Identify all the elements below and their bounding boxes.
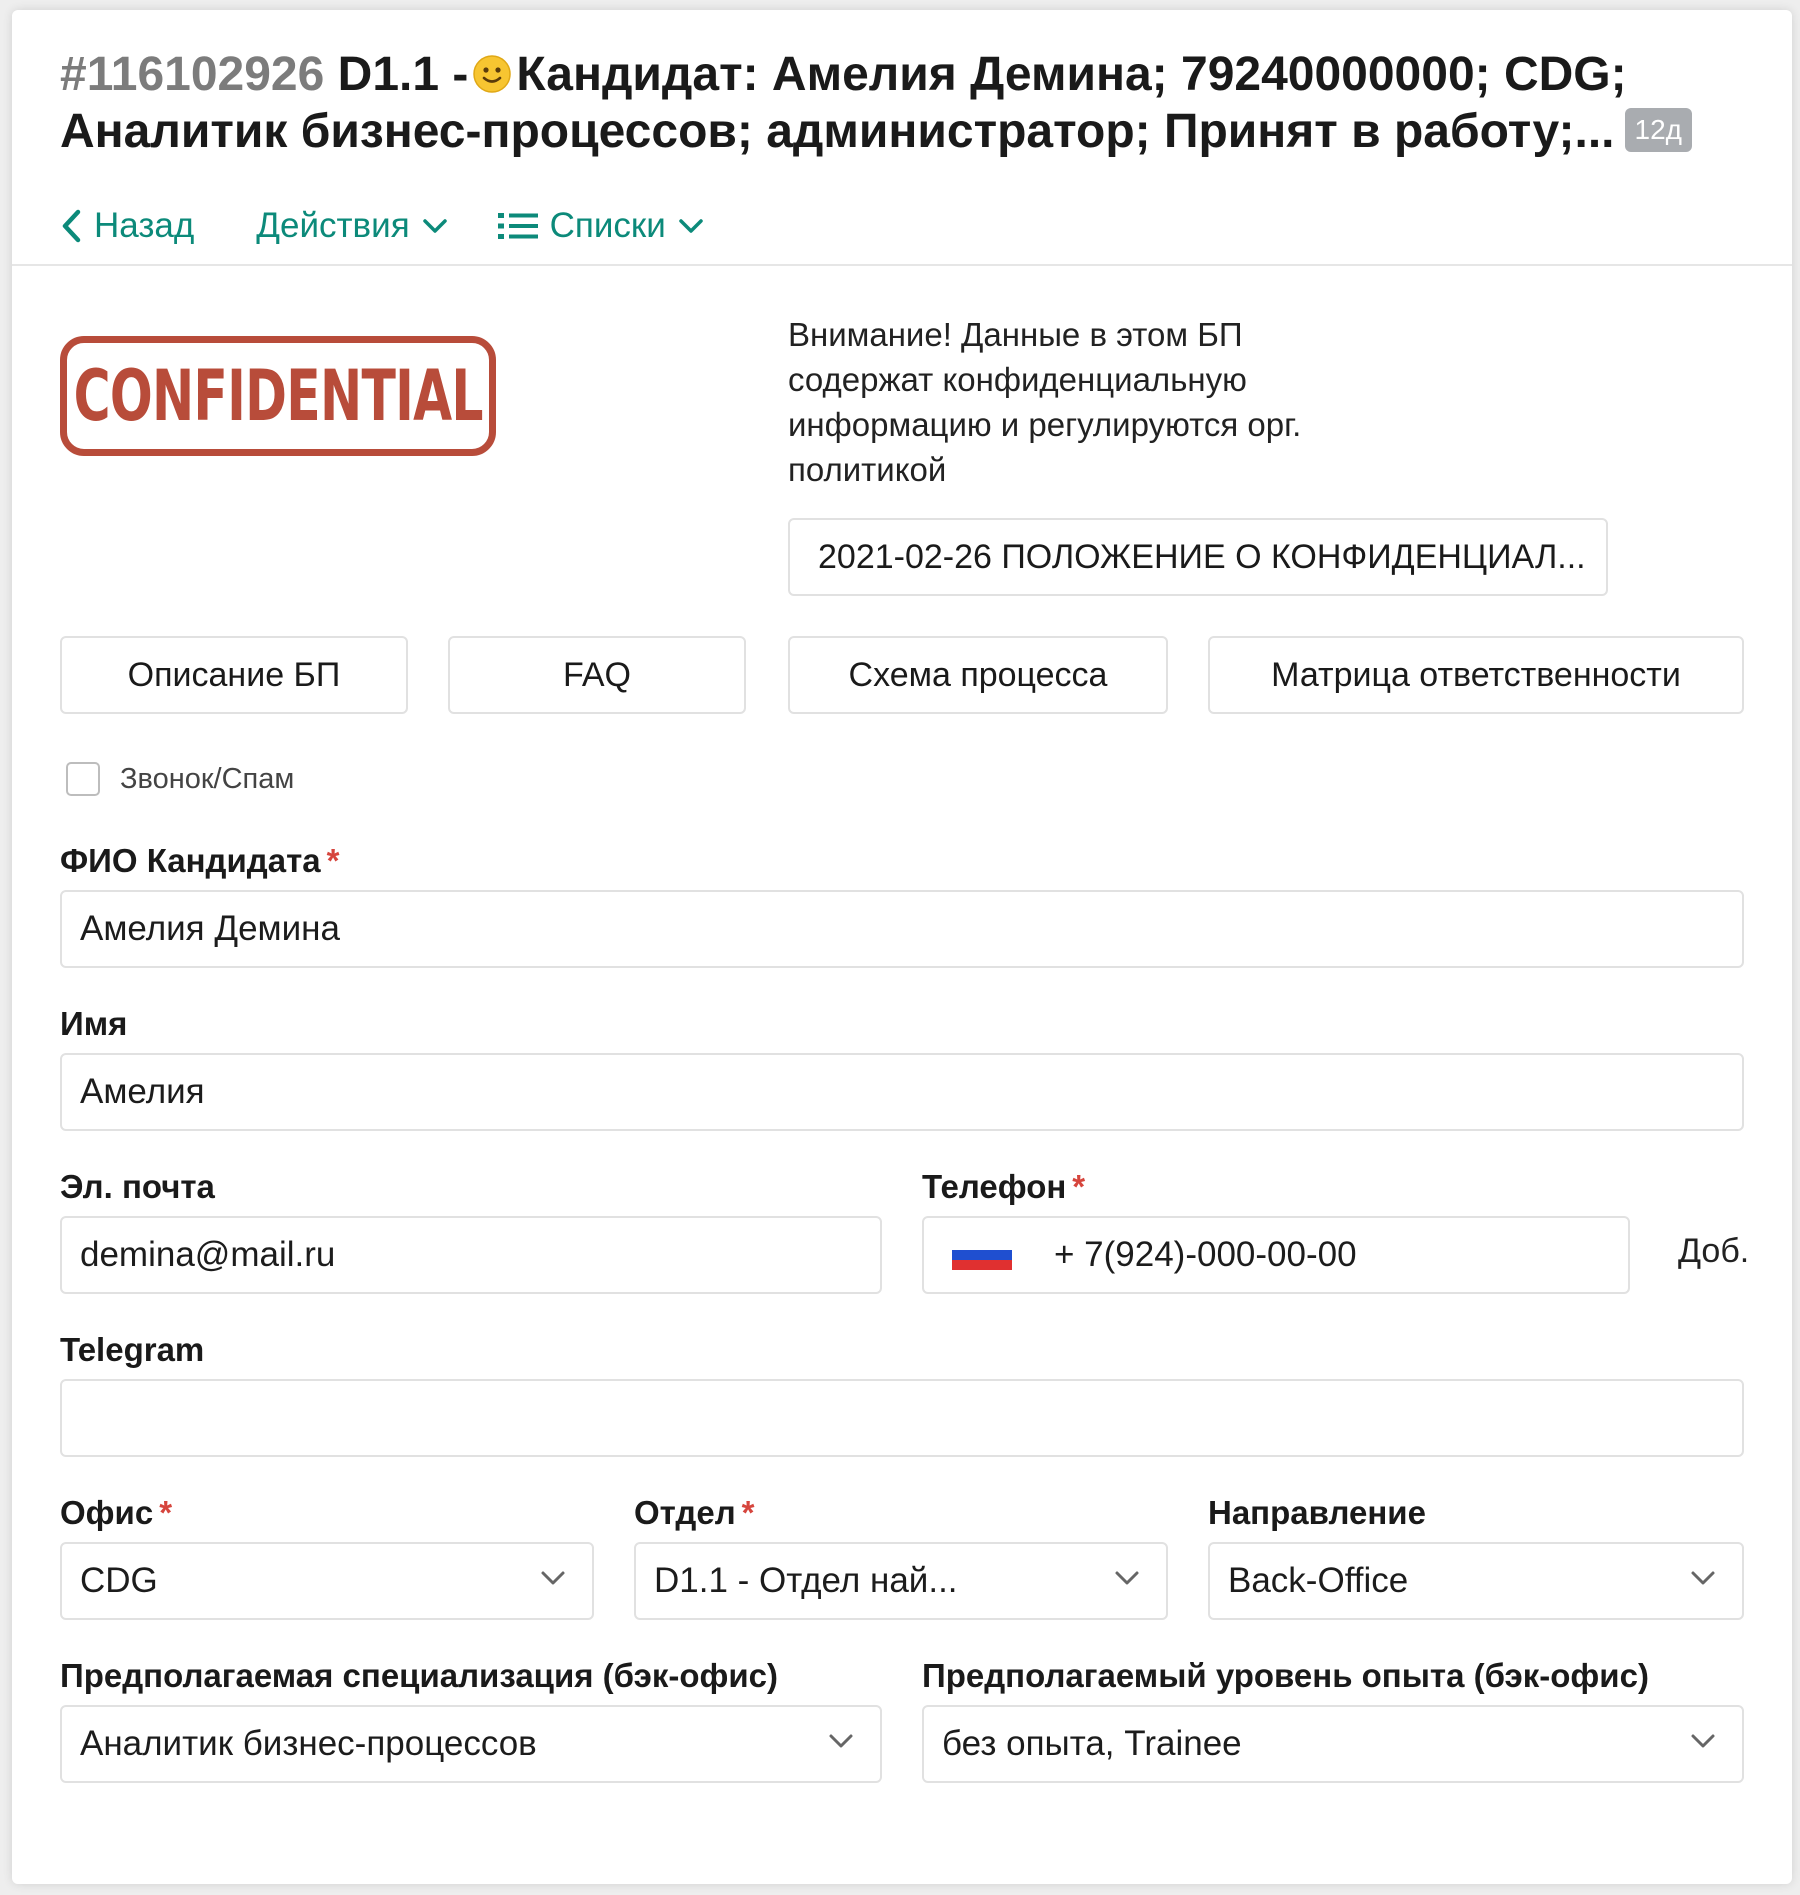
phone-input[interactable] (922, 1216, 1630, 1294)
department-value: D1.1 - Отдел най... (654, 1561, 958, 1600)
confidential-stamp (60, 336, 496, 456)
email-input[interactable]: demina@mail.ru (60, 1216, 882, 1294)
description-button[interactable]: Описание БП (60, 636, 408, 714)
back-button[interactable] (60, 206, 206, 246)
spam-checkbox[interactable] (66, 762, 100, 796)
page-header (12, 10, 1792, 266)
email-label: Эл. почта (60, 1168, 215, 1205)
phone-extension-label: Доб. (1678, 1232, 1750, 1270)
info-buttons (60, 636, 1744, 714)
lists-menu[interactable] (498, 206, 704, 246)
telegram-input[interactable] (60, 1379, 1744, 1457)
phone-label (922, 1168, 1085, 1206)
chevron-down-icon (678, 218, 704, 234)
specialization-label: Предполагаемая специализация (бэк-офис) (60, 1657, 778, 1694)
list-icon (498, 212, 538, 240)
fio-label (60, 842, 339, 880)
back-label: Назад (94, 206, 195, 245)
required-mark: * (326, 842, 340, 879)
phone-value: + 7(924)-000-00-00 (1054, 1235, 1357, 1274)
office-value: CDG (80, 1561, 158, 1600)
department-select[interactable] (634, 1542, 1168, 1620)
stamp-text: CONFIDENTIAL (73, 355, 483, 437)
russia-flag-icon[interactable] (952, 1240, 1012, 1270)
office-label (60, 1494, 172, 1532)
experience-value: без опыта, Trainee (942, 1724, 1242, 1763)
smile-emoji-icon (472, 54, 512, 94)
chevron-down-icon (422, 218, 448, 234)
specialization-select[interactable] (60, 1705, 882, 1783)
name-label: Имя (60, 1005, 128, 1042)
confidential-notice: Внимание! Данные в этом БП содержат конфиденциальную информацию и регулируются орг. политикой (788, 316, 1302, 488)
title-process-code: D1.1 - (337, 48, 469, 101)
actions-menu[interactable] (256, 206, 447, 246)
fio-label-text: ФИО Кандидата (60, 842, 321, 879)
telegram-label: Telegram (60, 1331, 205, 1368)
chevron-down-icon (1690, 1733, 1716, 1749)
process-scheme-button[interactable]: Схема процесса (788, 636, 1168, 714)
responsibility-matrix-button[interactable]: Матрица ответственности (1208, 636, 1744, 714)
page-title (60, 46, 1744, 160)
spam-checkbox-label: Звонок/Спам (120, 762, 295, 795)
spam-checkbox-row[interactable] (66, 762, 294, 796)
direction-value: Back-Office (1228, 1561, 1409, 1600)
required-mark: * (159, 1494, 173, 1531)
required-mark: * (741, 1494, 755, 1531)
actions-label: Действия (256, 206, 410, 245)
chevron-down-icon (1690, 1570, 1716, 1586)
direction-label: Направление (1208, 1494, 1426, 1531)
policy-document-button[interactable]: 2021-02-26 ПОЛОЖЕНИЕ О КОНФИДЕНЦИАЛ... (788, 518, 1608, 596)
header-nav (60, 206, 754, 246)
chevron-down-icon (828, 1733, 854, 1749)
direction-select[interactable] (1208, 1542, 1744, 1620)
experience-select[interactable] (922, 1705, 1744, 1783)
department-label-text: Отдел (634, 1494, 736, 1531)
title-text: Кандидат: Амелия Демина; 79240000000; CDG; Аналитик бизнес-процессов; администратор; Принят в работу;... (60, 48, 1627, 158)
bp-card (12, 10, 1792, 1884)
lists-label: Списки (549, 206, 666, 245)
chevron-left-icon (60, 208, 82, 244)
office-label-text: Офис (60, 1494, 154, 1531)
faq-button[interactable]: FAQ (448, 636, 746, 714)
chevron-down-icon (540, 1570, 566, 1586)
experience-label: Предполагаемый уровень опыта (бэк-офис) (922, 1657, 1649, 1694)
phone-label-text: Телефон (922, 1168, 1067, 1205)
office-select[interactable] (60, 1542, 594, 1620)
department-label (634, 1494, 755, 1532)
specialization-value: Аналитик бизнес-процессов (80, 1724, 537, 1763)
age-badge: 12д (1625, 108, 1692, 152)
name-input[interactable]: Амелия (60, 1053, 1744, 1131)
record-id: #116102926 (60, 48, 325, 101)
fio-input[interactable]: Амелия Демина (60, 890, 1744, 968)
required-mark: * (1072, 1168, 1086, 1205)
chevron-down-icon (1114, 1570, 1140, 1586)
